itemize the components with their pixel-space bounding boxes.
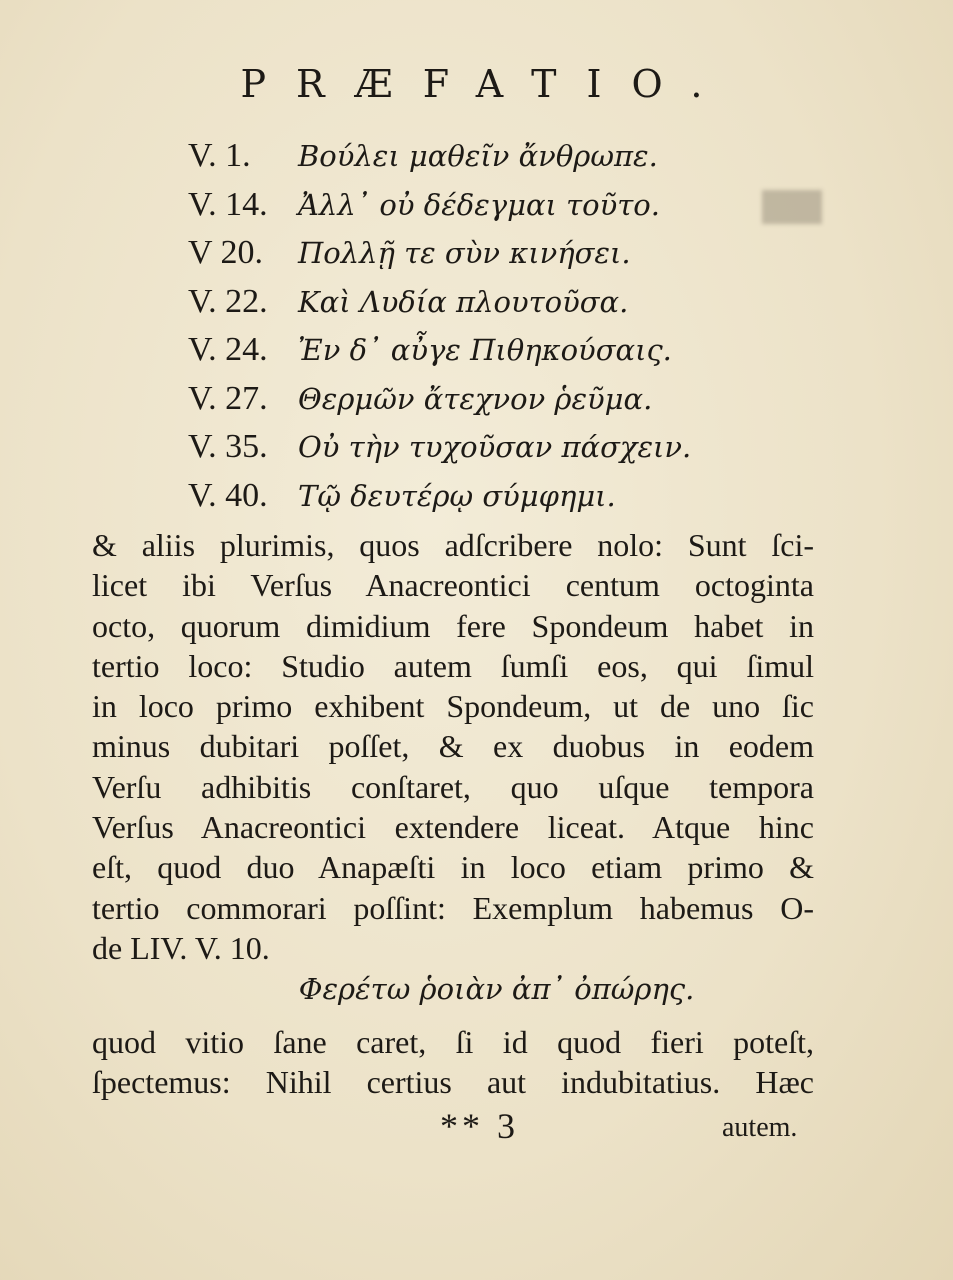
text-line: tertio loco: Studio autem ſumſi eos, qui ſimul <box>92 647 814 684</box>
verse-text: Καὶ Λυδία πλουτοῦσα. <box>298 284 629 319</box>
verse-line <box>188 181 828 230</box>
verse-text: Ἀλλ᾽ οὐ δέδεγμαι τοῦτο. <box>298 187 660 222</box>
verse-line <box>188 326 828 375</box>
verse-text: Πολλῇ τε σὺν κινήσει. <box>298 236 631 271</box>
verse-line <box>188 278 828 327</box>
verse-text: Βούλει μαθεῖν ἄνθρωπε. <box>298 139 658 174</box>
quoted-verse: Φερέτω ῥοιὰν ἀπ᾽ ὀπώρης. <box>298 972 695 1006</box>
verse-number: V. 1. <box>188 137 251 175</box>
verse-number: V. 22. <box>188 282 268 320</box>
verse-list <box>188 132 828 520</box>
signature-mark: ** 3 <box>440 1106 519 1146</box>
text-line: licet ibi Verſus Anacreontici centum octoginta <box>92 567 814 604</box>
text-line: quod vitio ſane caret, ſi id quod fieri poteſt, <box>92 1024 814 1060</box>
verse-number: V. 35. <box>188 428 268 466</box>
page-title: PRÆFATIO. <box>240 62 733 106</box>
verse-number: V 20. <box>188 234 263 272</box>
verse-text: Οὐ τὴν τυχοῦσαν πάσχειν. <box>298 430 692 465</box>
verse-number: V. 24. <box>188 331 268 369</box>
text-line: eſt, quod duo Anapæſti in loco etiam primo & <box>92 849 814 886</box>
verse-line <box>188 472 828 521</box>
verse-text: Ἐν δ᾽ αὖγε Πιθηκούσαις. <box>298 333 672 368</box>
verse-line <box>188 229 828 278</box>
verse-text: Τῷ δευτέρῳ σύμφημι. <box>298 478 616 513</box>
verse-number: V. 27. <box>188 379 268 417</box>
text-line: octo, quorum dimidium fere Spondeum habet in <box>92 607 814 644</box>
text-line: Verſu adhibitis conſtaret, quo uſque tempora <box>92 768 814 805</box>
text-line: ſpectemus: Nihil certius aut indubitatius. Hæc <box>92 1064 814 1101</box>
verse-number: V. 14. <box>188 185 268 223</box>
paragraph-body <box>92 525 814 968</box>
catchword: autem. <box>722 1112 798 1143</box>
verse-line <box>188 375 828 424</box>
text-line: minus dubitari poſſet, & ex duobus in eodem <box>92 728 814 765</box>
verse-line <box>188 132 828 181</box>
text-line: tertio commorari poſſint: Exemplum habemus O- <box>92 889 814 926</box>
paragraph-body <box>92 1022 814 1103</box>
text-line: & aliis plurimis, quos adſcribere nolo: Sunt ſci- <box>92 527 814 563</box>
text-line: Verſus Anacreontici extendere liceat. Atque hinc <box>92 809 814 846</box>
text-line: in loco primo exhibent Spondeum, ut de uno ſic <box>92 688 814 725</box>
verse-line <box>188 423 828 472</box>
verse-number: V. 40. <box>188 476 268 514</box>
verse-text: Θερμῶν ἄτεχνον ῥεῦμα. <box>298 381 653 416</box>
text-line: de LIV. V. 10. <box>92 929 270 966</box>
